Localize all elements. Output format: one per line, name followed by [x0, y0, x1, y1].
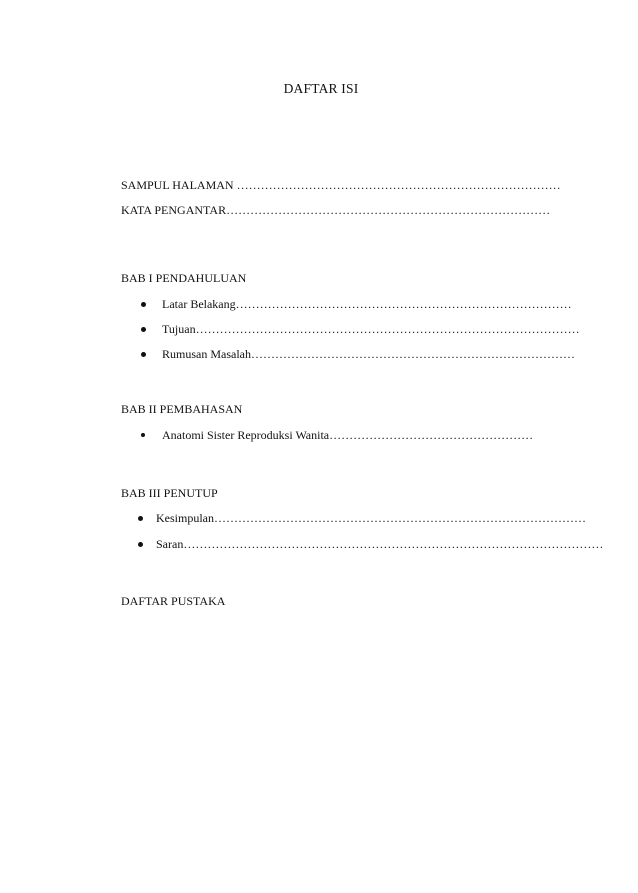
bullet-icon	[141, 352, 146, 357]
bullet-icon	[141, 433, 145, 437]
toc-heading-bab-1: BAB I PENDAHULUAN	[121, 271, 247, 285]
bullet-icon	[141, 302, 146, 307]
toc-item-saran-text: Saran……………………………………………………………………………………………	[156, 537, 604, 551]
toc-item-tujuan	[141, 321, 146, 337]
toc-item-kesimpulan	[138, 510, 143, 526]
toc-item-tujuan-text: Tujuan……………………………………………………………………………………	[162, 322, 580, 336]
toc-heading-bab-3: BAB III PENUTUP	[121, 486, 218, 500]
toc-item-saran	[138, 536, 143, 552]
page-title: DAFTAR ISI	[283, 81, 359, 96]
bullet-icon	[138, 542, 143, 547]
toc-item-rumusan-masalah-text: Rumusan Masalah………………………………………………………………………	[162, 347, 575, 361]
toc-item-rumusan-masalah	[141, 346, 146, 362]
toc-entry-sampul: SAMPUL HALAMAN ………………………………………………………………………	[121, 178, 561, 192]
bullet-icon	[141, 327, 146, 332]
toc-item-latar-belakang-text: Latar Belakang…………………………………………………………………………	[162, 297, 572, 311]
toc-entry-kata-pengantar: KATA PENGANTAR………………………………………………………………………	[121, 203, 551, 217]
toc-entry-daftar-pustaka: DAFTAR PUSTAKA	[121, 594, 226, 608]
toc-item-anatomi	[141, 427, 145, 443]
toc-item-latar-belakang	[141, 296, 146, 312]
toc-item-kesimpulan-text: Kesimpulan…………………………………………………………………………………	[156, 511, 586, 525]
toc-item-anatomi-text: Anatomi Sister Reproduksi Wanita……………………………………………	[162, 428, 534, 442]
toc-heading-bab-2: BAB II PEMBAHASAN	[121, 402, 243, 416]
bullet-icon	[138, 516, 143, 521]
